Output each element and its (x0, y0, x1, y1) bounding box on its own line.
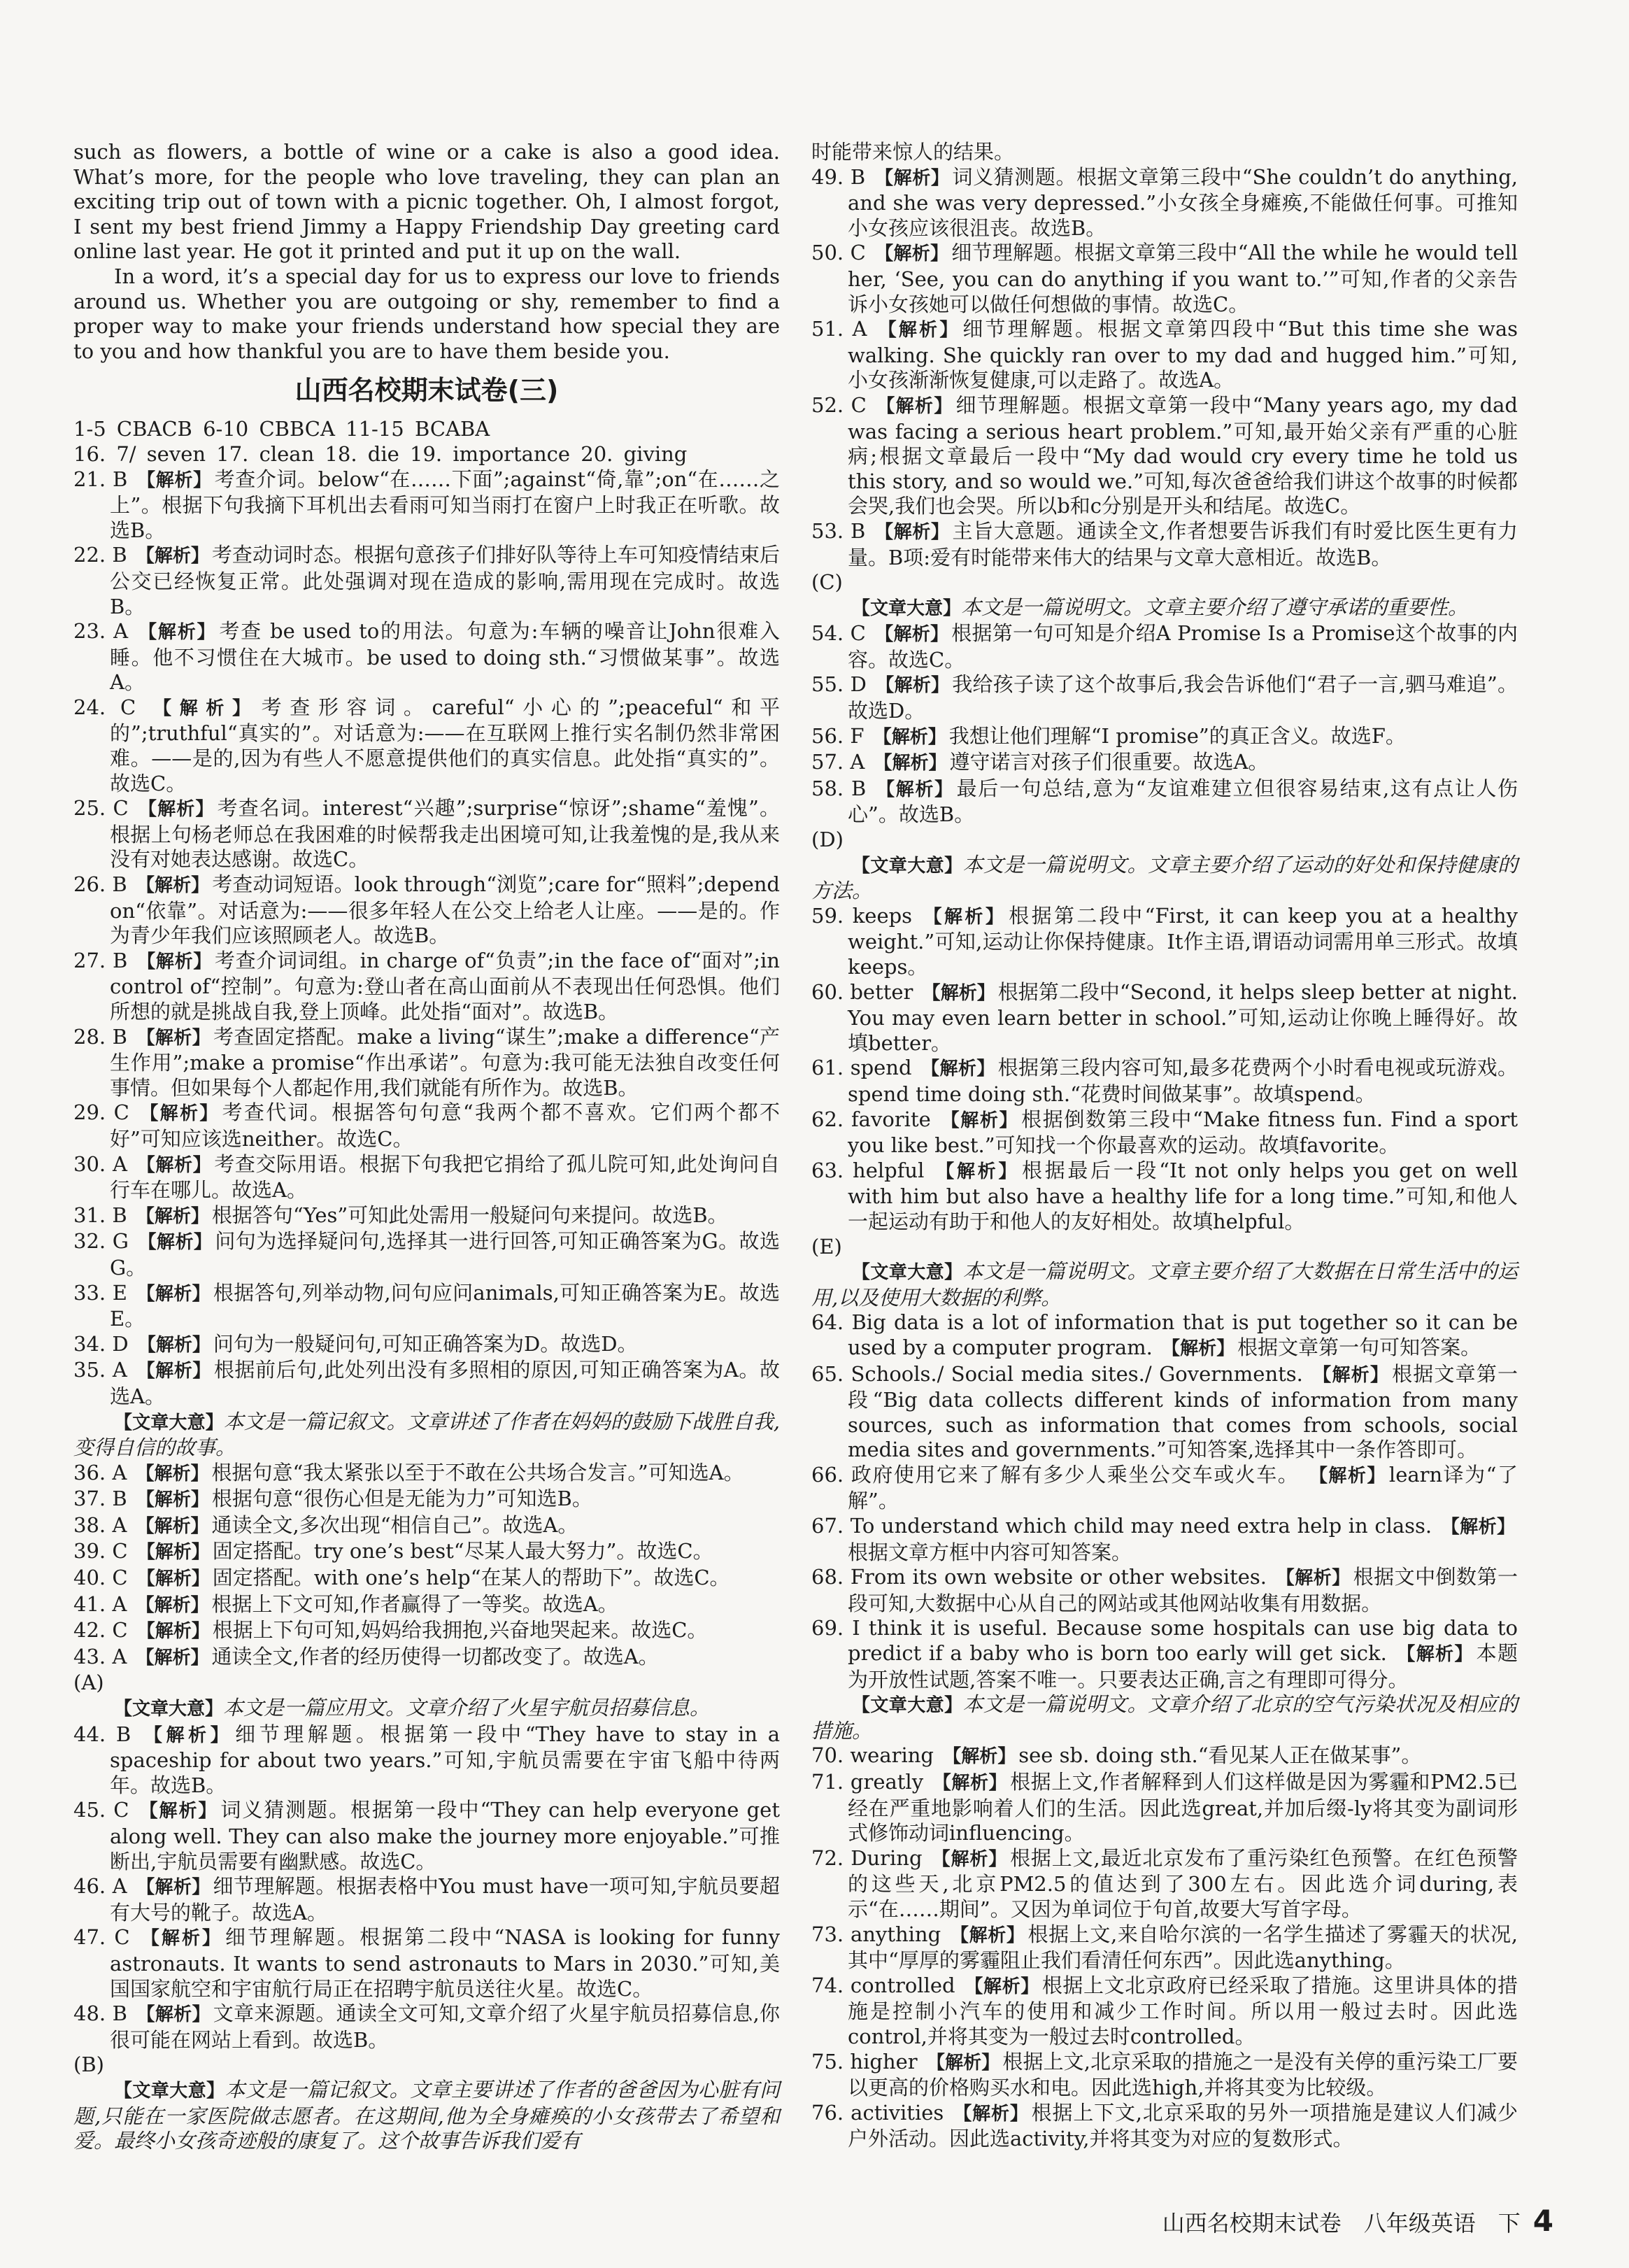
answer-number: 28. B (73, 1024, 127, 1049)
answer-number: 47. C (73, 1925, 130, 1950)
summary-text: 本文是一篇说明文。文章主要介绍了大数据在日常生活中的运用,以及使用大数据的利弊。 (811, 1259, 1518, 1310)
answer-item (811, 1362, 1518, 1463)
summary-text: 本文是一篇记叙文。文章讲述了作者在妈妈的鼓励下战胜自我,变得自信的故事。 (73, 1409, 780, 1460)
explanation-label: 【解析】 (876, 779, 954, 800)
answer-number: 57. A (811, 750, 865, 774)
answer-number: 51. A (811, 317, 867, 341)
explanation-text: 细节理解题。根据文章第一段中“Many years ago, my dad was facing a serious heart problem.”可知,最开始父亲有严重的心脏病;根据文章最后一段中“My dad would cry every time he told us this story, and so would we.”可知,每次爸爸给我们讲这个故事的时候都会哭,我们也会哭。所以b和c分别是开头和结尾。故选C。 (848, 392, 1518, 518)
explanation-text: 固定搭配。with one’s help“在某人的帮助下”。故选C。 (212, 1566, 730, 1590)
answer-item (811, 165, 1518, 241)
summary-text: 本文是一篇说明文。文章主要介绍了遵守承诺的重要性。 (961, 595, 1469, 619)
explanation-text: 细节理解题。根据表格中You must have一项可知,宇航员要超有大号的靴子。故选A。 (110, 1874, 780, 1925)
explanation-label: 【解析】 (138, 1232, 213, 1254)
answer-item (73, 1539, 780, 1566)
answer-number: 36. A (73, 1460, 127, 1484)
explanation-label: 【解析】 (136, 1154, 212, 1176)
explanation-text: 考查动词时态。根据句意孩子们排好队等待上车可知疫情结束后公交已经恢复正常。此处强调对现在造成的影响,需用现在完成时。故选B。 (110, 543, 780, 618)
passage-section-label: (C) (811, 570, 843, 595)
explanation-label: 【解析】 (136, 2004, 211, 2026)
passage-section-label: (D) (811, 828, 844, 852)
answer-key-choices: 1-5 CBACB 6-10 CBBCA 11-15 BCABA (73, 417, 490, 441)
explanation-text: 根据上文,作者解释到人们这样做是因为雾霾和PM2.5已经在严重地影响着人们的生活。因此选great,并加后缀-ly将其变为副词形式修饰动词influencing。 (848, 1770, 1518, 1845)
explanation-text: 根据上文,来自哈尔滨的一名学生描述了雾霾天的状况,其中“厚厚的雾霾阻止我们看清任何东西”。因此选anything。 (848, 1922, 1518, 1973)
explanation-label: 【解析】 (922, 982, 995, 1004)
explanation-text: 考查代词。根据答句句意“我两个都不喜欢。它们两个都不好”可知应该选neither。故选C。 (110, 1100, 781, 1151)
passage-summary (811, 1259, 1518, 1310)
answer-item (73, 1618, 780, 1645)
answer-number: 59. keeps (811, 903, 913, 928)
answer-number: 29. C (73, 1100, 129, 1125)
answer-number: 60. better (811, 979, 913, 1004)
explanation-text: 我想让他们理解“I promise”的真正含义。故选F。 (948, 723, 1406, 748)
summary-text: 本文是一篇应用文。文章介绍了火星宇航员招募信息。 (223, 1696, 711, 1720)
explanation-text: 主旨大意题。通读全文,作者想要告诉我们有时爱比医生更有力量。B项:爱有时能带来伟大的结果与文章大意相近。故选B。 (848, 518, 1518, 569)
answer-number: 21. B (73, 467, 128, 491)
explanation-text: 问句为选择疑问句,选择其一进行回答,可知正确答案为G。故选G。 (110, 1229, 780, 1280)
answer-item (73, 1722, 780, 1799)
explanation-label: 【解析】 (138, 799, 215, 821)
answer-item (811, 1743, 1518, 1770)
explanation-text: 考查介词词组。in charge of“负责”;in the face of“面对”;in control of“控制”。句意为:登山者在高山面前从不表现出任何恐惧。他们所想的就是挑战自我,登上顶峰。此处指“面对”。故选B。 (110, 948, 780, 1023)
answer-number: 66. (811, 1462, 844, 1487)
explanation-label: 【解析】 (136, 1027, 211, 1049)
answer-item (73, 1281, 780, 1332)
answer-item (811, 393, 1518, 519)
answer-number: 55. D (811, 672, 867, 697)
explanation-text: 根据句意“我太紧张以至于不敢在公共场合发言。”可知选A。 (211, 1460, 744, 1484)
explanation-text: 考查交际用语。根据下句我把它捐给了孤儿院可知,此处询问自行车在哪儿。故选A。 (110, 1151, 781, 1203)
explanation-label: 【解析】 (1276, 1568, 1351, 1589)
answer-item (73, 949, 780, 1025)
explanation-label: 【解析】 (875, 624, 949, 646)
answer-item (73, 1025, 780, 1101)
explanation-text: 根据文章第一句可知答案。 (1237, 1335, 1481, 1359)
answer-text: Schools./ Social media sites./ Governments. (851, 1361, 1303, 1386)
answer-item (73, 1461, 780, 1487)
answer-item (73, 1925, 780, 2001)
answer-text: 政府使用它来了解有多少人乘坐公交车或火车。 (851, 1462, 1300, 1487)
answer-number: 24. C (73, 695, 136, 719)
explanation-label: 【解析】 (136, 1542, 210, 1564)
explanation-text: 根据上下文,北京采取的另外一项措施是建议人们减少户外活动。因此选activity,并将其变为对应的复数形式。 (848, 2100, 1518, 2151)
answer-number: 46. A (73, 1874, 127, 1899)
answer-item (73, 543, 780, 619)
explanation-label: 【解析】 (143, 1724, 233, 1746)
explanation-text: 根据上下文可知,作者赢得了一等奖。故选A。 (211, 1592, 618, 1616)
explanation-text: 通读全文,作者的经历使得一切都改变了。故选A。 (211, 1644, 659, 1668)
answer-item (811, 1107, 1518, 1158)
explanation-label: 【解析】 (953, 2103, 1029, 2125)
answer-item (73, 1358, 780, 1409)
answer-number: 72. During (811, 1845, 923, 1870)
passage-summary (811, 595, 1518, 622)
explanation-label: 【解析】 (1313, 1364, 1390, 1386)
passage-summary (73, 2078, 780, 2154)
explanation-label: 【解析】 (153, 697, 259, 719)
answer-number: 48. B (73, 2001, 127, 2026)
answer-item (73, 1229, 780, 1280)
answer-item (811, 317, 1518, 393)
answer-item (73, 872, 780, 949)
answer-number: 52. C (811, 392, 867, 417)
answer-item (811, 1846, 1518, 1922)
page-number: 4 (1532, 2204, 1553, 2238)
answer-item (73, 619, 780, 695)
explanation-text: 根据第一句可知是介绍A Promise Is a Promise这个故事的内容。故选C。 (848, 621, 1518, 672)
explanation-label: 【解析】 (136, 1463, 209, 1484)
explanation-text: 考查介词。below“在……下面”;against“倚,靠”;on“在……之上”。根据下句我摘下耳机出去看雨可知当雨打在窗户上时我正在听歌。故选B。 (110, 467, 780, 542)
answer-item (73, 1487, 780, 1513)
explanation-text: 通读全文,多次出现“相信自己”。故选A。 (211, 1512, 578, 1537)
passage-section-label: (A) (73, 1671, 104, 1695)
answer-item (73, 1332, 780, 1359)
explanation-label: 【解析】 (137, 1334, 211, 1356)
answer-item (73, 467, 780, 544)
answer-number: 71. greatly (811, 1770, 924, 1794)
answer-number: 45. C (73, 1798, 129, 1822)
left-column (73, 140, 780, 2154)
explanation-label: 【解析】 (136, 1283, 211, 1305)
answer-number: 26. B (73, 872, 127, 897)
intro-paragraph-1: such as flowers, a bottle of wine or a cake is also a good idea. What’s more, for the people who love traveling, they can plan an exciting trip out of town with a picnic together. Oh, I almost forgot, I sent my best friend Jimmy a Happy Friendship Day greeting card online last year. He got it printed and put it up on the wall. (73, 140, 780, 264)
explanation-text: 根据上文,北京采取的措施之一是没有关停的重污染工厂要以更高的价格购买水和电。因此选high,并将其变为比较级。 (848, 2049, 1518, 2100)
explanation-label: 【解析】 (875, 521, 950, 543)
answer-number: 61. spend (811, 1056, 912, 1080)
explanation-text: 根据第二段中“First, it can keep you at a healthy weight.”可知,运动让你保持健康。It作主语,谓语动词需用单三形式。故填keeps。 (848, 903, 1518, 979)
summary-label: 【文章大意】 (852, 597, 962, 619)
explanation-text: 词义猜测题。根据文章第三段中“She couldn’t do anything, and she was very depressed.”小女孩全身瘫痪,不能做任何事。可推知小女孩应该很沮丧。故选B。 (848, 164, 1518, 240)
explanation-label: 【解析】 (136, 1205, 209, 1227)
answer-number: 54. C (811, 621, 866, 646)
explanation-label: 【解析】 (878, 320, 960, 341)
summary-text: 本文是一篇说明文。文章主要介绍了运动的好处和保持健康的方法。 (811, 852, 1518, 903)
answer-number: 31. B (73, 1203, 127, 1227)
explanation-label: 【解析】 (936, 1161, 1020, 1182)
explanation-label: 【解析】 (136, 1877, 211, 1899)
explanation-label: 【解析】 (874, 753, 947, 774)
explanation-label: 【解析】 (136, 1361, 211, 1382)
explanation-text: learn译为“了解”。 (848, 1462, 1518, 1513)
explanation-label: 【解析】 (926, 2052, 1000, 2074)
explanation-label: 【解析】 (140, 1103, 220, 1125)
exam-title: 山西名校期末试卷(三) (294, 375, 559, 406)
answer-number: 75. higher (811, 2049, 918, 2074)
answer-item (73, 796, 780, 872)
explanation-text: 文章来源题。通读全文可知,文章介绍了火星宇航员招募信息,你很可能在网站上看到。故选B。 (110, 2001, 780, 2052)
answer-number: 58. B (811, 776, 867, 800)
answer-item (73, 1100, 780, 1151)
explanation-label: 【解析】 (136, 875, 210, 897)
explanation-text: 考查固定搭配。make a living“谋生”;make a difference“产生作用”;make a promise“作出承诺”。句意为:我可能无法独自改变任何事情。但如果每个人都起作用,我们就能有所作为。故选B。 (110, 1024, 780, 1100)
explanation-label: 【解析】 (136, 1621, 210, 1643)
explanation-text: 考查动词短语。look through“浏览”;care for“照料”;depend on“依靠”。对话意为:——很多年轻人在公交上给老人让座。——是的。作为青少年我们应该照顾老人。故选B。 (110, 872, 780, 948)
answer-item (811, 1463, 1518, 1514)
answer-item (811, 724, 1518, 751)
explanation-label: 【解析】 (873, 726, 946, 748)
answer-item (811, 750, 1518, 777)
answer-number: 63. helpful (811, 1158, 925, 1182)
answer-number: 32. G (73, 1229, 129, 1254)
explanation-label: 【解析】 (1441, 1517, 1515, 1538)
explanation-label: 【解析】 (923, 906, 1006, 928)
answer-text: To understand which child may need extra help in class. (850, 1514, 1432, 1538)
answer-number: 43. A (73, 1644, 127, 1668)
explanation-label: 【解析】 (965, 1976, 1039, 1997)
answer-item (73, 1645, 780, 1671)
answer-number: 27. B (73, 948, 128, 972)
explanation-text: 根据上下句可知,妈妈给我拥抱,兴奋地哭起来。故选C。 (212, 1618, 708, 1643)
explanation-label: 【解析】 (136, 1515, 209, 1537)
explanation-label: 【解析】 (921, 1058, 995, 1080)
answer-number: 56. F (811, 723, 865, 748)
answer-item (73, 1798, 780, 1874)
passage-summary (73, 1696, 780, 1722)
answer-item (811, 1770, 1518, 1846)
explanation-label: 【解析】 (1309, 1465, 1386, 1487)
explanation-text: 根据第二段中“Second, it helps sleep better at night. You may even learn better in school.”可知,运动让你晚上睡得好。故填better。 (848, 979, 1518, 1055)
explanation-label: 【解析】 (136, 1594, 209, 1616)
explanation-text: 根据句意“很伤心但是无能为力”可知选B。 (211, 1487, 592, 1511)
answer-item (811, 1565, 1518, 1616)
explanation-text: 词义猜测题。根据第一段中“They can help everyone get along well. They can also make the journey more enjoyable.”可推断出,宇航员需要有幽默感。故选C。 (110, 1798, 780, 1873)
answer-number: 33. E (73, 1280, 127, 1305)
summary-text: 本文是一篇记叙文。文章主要讲述了作者的爸爸因为心脏有问题,只能在一家医院做志愿者。在这期间,他为全身瘫痪的小女孩带去了希望和爱。最终小女孩奇迹般的康复了。这个故事告诉我们爱有 (73, 2077, 780, 2153)
explanation-label: 【解析】 (136, 1489, 209, 1511)
answer-item (811, 519, 1518, 570)
summary-label: 【文章大意】 (114, 1412, 224, 1433)
explanation-text: 根据前后句,此处列出没有多照相的原因,可知正确答案为A。故选A。 (110, 1358, 780, 1408)
summary-text: 本文是一篇说明文。文章介绍了北京的空气污染状况及相应的措施。 (811, 1692, 1518, 1743)
explanation-text: 根据文章方框中内容可知答案。 (848, 1540, 1132, 1564)
explanation-text: 本题为开放性试题,答案不唯一。只要表达正确,言之有理即可得分。 (848, 1641, 1518, 1692)
answer-number: 23. A (73, 619, 129, 644)
explanation-text: 根据第三段内容可知,最多花费两个小时看电视或玩游戏。spend time doing sth.“花费时间做某事”。故填spend。 (848, 1056, 1518, 1106)
answer-key-fill: 16. 7/ seven 17. clean 18. die 19. importance 20. giving (73, 441, 688, 466)
answer-number: 41. A (73, 1592, 127, 1616)
explanation-text: 根据答句“Yes”可知此处需用一般疑问句来提问。故选B。 (211, 1203, 728, 1227)
explanation-text: 细节理解题。根据文章第三段中“All the while he would tell her, ‘See, you can do anything if you want to.’”可知,作者的父亲告诉小女孩她可以做任何想做的事情。故选C。 (848, 241, 1518, 316)
summary-label: 【文章大意】 (852, 1695, 963, 1717)
answer-number: 65. (811, 1361, 844, 1386)
explanation-text: 最后一句总结,意为“友谊难建立但很容易结束,这有点让人伤心”。故选B。 (848, 776, 1518, 827)
answer-item (811, 1056, 1518, 1107)
answer-item (73, 1513, 780, 1540)
answer-item (73, 2001, 780, 2053)
explanation-label: 【解析】 (875, 167, 950, 189)
explanation-label: 【解析】 (1397, 1644, 1474, 1666)
explanation-label: 【解析】 (139, 1801, 218, 1822)
answer-number: 40. C (73, 1566, 128, 1590)
explanation-text: 遵守诺言对孩子们很重要。故选A。 (949, 750, 1269, 774)
explanation-text: 我给孩子读了这个故事后,我会告诉他们“君子一言,驷马难追”。故选D。 (848, 672, 1518, 723)
explanation-label: 【解析】 (138, 622, 217, 644)
answer-number: 30. A (73, 1151, 127, 1176)
explanation-text: 细节理解题。根据第一段中“They have to stay in a spaceship for about two years.”可知,宇航员需要在宇宙飞船中待两年。故选B。 (110, 1722, 780, 1797)
answer-number: 39. C (73, 1539, 128, 1564)
explanation-label: 【解析】 (137, 951, 212, 972)
answer-number: 70. wearing (811, 1743, 934, 1768)
explanation-label: 【解析】 (1162, 1338, 1235, 1359)
answer-text: From its own website or other websites. (850, 1565, 1267, 1589)
explanation-label: 【解析】 (136, 1568, 210, 1590)
answer-number: 34. D (73, 1331, 129, 1356)
answer-number: 67. (811, 1514, 844, 1538)
explanation-label: 【解析】 (932, 1848, 1008, 1870)
passage-summary (73, 1410, 780, 1461)
answer-item (73, 1874, 780, 1925)
answer-item (73, 1566, 780, 1592)
summary-label: 【文章大意】 (852, 855, 963, 877)
right-answer-list (811, 140, 1518, 2152)
summary-label: 【文章大意】 (114, 2080, 225, 2102)
answer-item (811, 1514, 1518, 1565)
explanation-text: 固定搭配。try one’s best“尽某人最大努力”。故选C。 (212, 1539, 713, 1564)
explanation-text: 根据最后一段“It not only helps you get on well with him but also have a healthy life for a long time.”可知,和他人一起运动有助于和他人的友好相处。故填helpful。 (848, 1158, 1518, 1233)
continued-text: 时能带来惊人的结果。 (811, 140, 1015, 164)
explanation-label: 【解析】 (136, 546, 209, 567)
answer-number: 44. B (73, 1722, 131, 1746)
answer-number: 37. B (73, 1487, 127, 1511)
answer-number: 25. C (73, 796, 129, 821)
answer-item (811, 1310, 1518, 1361)
passage-summary (811, 1692, 1518, 1743)
passage-summary (811, 853, 1518, 904)
answer-item (811, 980, 1518, 1056)
answer-item (73, 1592, 780, 1619)
explanation-text: 根据文章第一段“Big data collects different kinds of information from many sources, such as information that comes from schools, social media sites and governments.”可知答案,选择其中一条作答即可。 (848, 1361, 1518, 1462)
right-column (811, 140, 1518, 2152)
answer-item (811, 2101, 1518, 2152)
explanation-text: 根据上文北京政府已经采取了措施。这里讲具体的措施是控制小汽车的使用和减少工作时间。所以用一般过去时。因此选control,并将其变为一般过去时controlled。 (848, 1973, 1518, 2048)
answer-number: 50. C (811, 241, 866, 265)
explanation-label: 【解析】 (136, 1647, 209, 1668)
book-title: 山西名校期末试卷 八年级英语 下 (1162, 2210, 1521, 2237)
answer-item (811, 1922, 1518, 1973)
answer-number: 68. (811, 1565, 844, 1589)
answer-item (811, 777, 1518, 828)
explanation-label: 【解析】 (951, 1925, 1025, 1946)
answer-item (73, 1203, 780, 1230)
explanation-text: 问句为一般疑问句,可知正确答案为D。故选D。 (213, 1331, 638, 1356)
passage-section-label: (E) (811, 1234, 842, 1259)
answer-item (73, 695, 780, 796)
answer-number: 76. activities (811, 2100, 944, 2125)
answer-number: 22. B (73, 543, 127, 567)
explanation-text: 根据文中倒数第一段可知,大数据中心从自己的网站或其他网站收集有用数据。 (848, 1565, 1518, 1615)
explanation-text: 根据上文,最近北京发布了重污染红色预警。在红色预警的这些天,北京PM2.5的值达到了300左右。因此选介词during,表示“在……期间”。又因为单词位于句首,故要大写首字母。 (848, 1845, 1518, 1921)
answer-item (811, 2050, 1518, 2101)
intro-paragraph-2: In a word, it’s a special day for us to express our love to friends around us. Whether you are outgoing or shy, remember to find a proper way to make your friends understand how special they are to you and how thankful you are to have them beside you. (73, 264, 780, 363)
answer-number: 49. B (811, 164, 866, 189)
explanation-label: 【解析】 (137, 469, 212, 491)
answer-item (811, 621, 1518, 672)
explanation-label: 【解析】 (876, 675, 950, 697)
answer-number: 62. favorite (811, 1107, 931, 1131)
explanation-label: 【解析】 (941, 1110, 1019, 1131)
answer-number: 69. (811, 1616, 844, 1640)
answer-number: 42. C (73, 1618, 128, 1643)
summary-label: 【文章大意】 (852, 1262, 963, 1284)
answer-item (811, 904, 1518, 980)
answer-number: 38. A (73, 1512, 127, 1537)
answer-number: 53. B (811, 518, 866, 543)
answer-item (811, 1973, 1518, 2050)
answer-number: 73. anything (811, 1922, 941, 1946)
summary-label: 【文章大意】 (114, 1699, 224, 1720)
explanation-text: 根据倒数第三段中“Make fitness fun. Find a sport you like best.”可知找一个你最喜欢的运动。故填favorite。 (848, 1107, 1518, 1158)
answer-item (811, 1616, 1518, 1692)
explanation-text: see sb. doing sth.“看见某人正在做某事”。 (1018, 1743, 1422, 1768)
explanation-label: 【解析】 (943, 1746, 1016, 1768)
explanation-text: 考查 be used to的用法。句意为:车辆的噪音让John很难入睡。他不习惯住在大城市。be used to doing sth.“习惯做某事”。故选A。 (110, 619, 780, 695)
left-answer-list (73, 467, 780, 2154)
page-footer (1162, 2204, 1553, 2238)
answer-number: 74. controlled (811, 1973, 955, 1997)
answer-item (811, 672, 1518, 723)
explanation-label: 【解析】 (141, 1928, 222, 1950)
explanation-text: 考查形容词。careful“小心的”;peaceful“和平的”;truthful“真实的”。对话意为:——在互联网上推行实名制仍然非常困难。——是的,因为有些人不愿意提供他们的真实信息。此处指“真实的”。故选C。 (110, 695, 781, 795)
explanation-label: 【解析】 (932, 1773, 1008, 1794)
answer-text: Big data is a lot of information that is put together so it can be used by a computer program. (848, 1310, 1518, 1359)
answer-item (811, 1158, 1518, 1235)
explanation-label: 【解析】 (876, 395, 953, 417)
answer-text: I think it is useful. Because some hospitals can use big data to predict if a baby who is born too early will get sick. (848, 1616, 1518, 1666)
passage-section-label: (B) (73, 2053, 104, 2077)
explanation-text: 细节理解题。根据第二段中“NASA is looking for funny astronauts. It wants to send astronauts to Mars in 2030.”可知,美国国家航空和宇宙航行局正在招聘宇航员送往火星。故选C。 (110, 1925, 780, 2001)
explanation-text: 考查名词。interest“兴趣”;surprise“惊讶”;shame“羞愧”。根据上句杨老师总在我困难的时候帮我走出困境可知,让我羞愧的是,我从来没有对她表达感谢。故选C。 (110, 796, 781, 872)
explanation-label: 【解析】 (875, 243, 949, 265)
explanation-text: 细节理解题。根据文章第四段中“But this time she was walking. She quickly ran over to my dad and hugged him.”可知,小女孩渐渐恢复健康,可以走路了。故选A。 (848, 317, 1518, 392)
answer-item (811, 241, 1518, 317)
answer-number: 35. A (73, 1358, 127, 1382)
answer-item (73, 1152, 780, 1203)
explanation-text: 根据答句,列举动物,问句应问animals,可知正确答案为E。故选E。 (110, 1280, 780, 1331)
answer-number: 64. (811, 1310, 844, 1335)
